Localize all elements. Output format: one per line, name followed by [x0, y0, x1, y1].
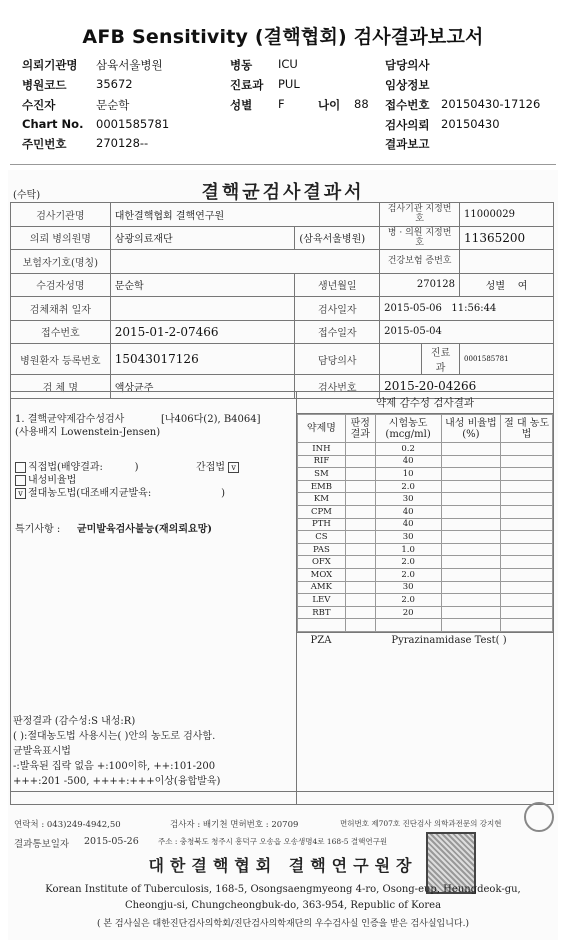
- drug-row: [298, 443, 553, 456]
- absolute-method: v 절대농도법(대조배지균발육: ): [15, 484, 225, 499]
- label-patient: 수진자: [22, 98, 56, 112]
- label-sex: 성별: [230, 98, 253, 112]
- label-hospital-code: 병원코드: [22, 78, 67, 92]
- age-value: 88: [354, 97, 369, 111]
- remark-text: 균미발육검사불능(재의뢰요망): [77, 524, 213, 535]
- form-cell: 접수일자: [295, 320, 380, 344]
- drug-name: PTH: [298, 518, 346, 531]
- institute-name-ko: 대한결핵협회 결핵연구원장: [148, 856, 418, 875]
- form-cell: 2015-05-04: [380, 320, 554, 344]
- form-cell: 검체채취 일자: [11, 297, 111, 321]
- drug-judgement: [345, 619, 375, 632]
- legend-line: 균발육표시법: [13, 746, 71, 757]
- form-cell: [460, 250, 554, 274]
- drug-concentration: [375, 619, 441, 632]
- label-age: 나이: [318, 98, 341, 112]
- ward-value: ICU: [278, 57, 298, 71]
- form-cell: [110, 250, 379, 274]
- drug-name: KM: [298, 493, 346, 506]
- drug-proportion: [441, 594, 501, 607]
- drug-row: [298, 543, 553, 556]
- form-cell: 담당의사: [295, 344, 380, 375]
- form-cell: 진료과: [422, 344, 460, 375]
- drug-name: SM: [298, 468, 346, 481]
- footer-phone: 연락처 : 043)249-4942,50: [14, 820, 121, 830]
- test-code: [나406다(2), B4064]: [161, 414, 261, 425]
- form-cell: 0001585781: [460, 344, 554, 375]
- form-cell: 15043017126: [110, 344, 295, 375]
- footer-license: 면허번호 제707호 진단검사 의학과전문의 강지현: [340, 819, 502, 828]
- form-cell: (삼육서울병원): [295, 226, 380, 250]
- drug-name: RBT: [298, 606, 346, 619]
- drug-concentration: 2.0: [375, 556, 441, 569]
- legend-line: ( ):절대농도법 사용시는( )안의 농도로 검사함.: [13, 731, 216, 742]
- label-clinical-info: 임상정보: [385, 78, 430, 92]
- drug-absolute: [501, 556, 553, 569]
- legend-line: -:발육된 집락 없음 +:100이하, ++:101-200: [13, 761, 216, 772]
- certification-note: ( 본 검사실은 대한진단검사의학회/진단검사의학재단의 우수검사실 인증을 받은 검사실입니다.): [96, 919, 469, 929]
- drug-concentration: 2.0: [375, 480, 441, 493]
- drug-judgement: [345, 581, 375, 594]
- suta-label: (수탁): [13, 190, 41, 201]
- form-cell: 건강보험 증번호: [380, 250, 460, 274]
- drug-proportion: [441, 455, 501, 468]
- direct-label: 직접법(배양결과:: [28, 462, 103, 473]
- drug-judgement: [345, 531, 375, 544]
- drug-row: [298, 531, 553, 544]
- indirect-method: [196, 458, 241, 473]
- drug-row: [298, 581, 553, 594]
- drug-name: PAS: [298, 543, 346, 556]
- drug-proportion: [441, 531, 501, 544]
- indirect-checkbox[interactable]: v: [228, 462, 239, 473]
- doc-title: 결핵균검사결과서: [201, 182, 365, 203]
- drug-row: [298, 480, 553, 493]
- drug-judgement: [345, 518, 375, 531]
- drug-absolute: [501, 568, 553, 581]
- pza-row: [297, 632, 553, 648]
- exam-date: 2015-05-06: [384, 302, 442, 314]
- drug-absolute: [501, 594, 553, 607]
- label-doctor: 담당의사: [385, 58, 430, 72]
- drug-judgement: [345, 455, 375, 468]
- legend-line: +++:201 -500, ++++:+++이상(융합발육): [13, 776, 221, 787]
- drug-absolute: [501, 493, 553, 506]
- drug-concentration: 2.0: [375, 594, 441, 607]
- label-department: 진료과: [230, 78, 264, 92]
- form-cell: 검사번호: [295, 375, 380, 399]
- drug-concentration: 30: [375, 531, 441, 544]
- drug-name: OFX: [298, 556, 346, 569]
- absolute-label: 절대농도법(대조배지균발육:: [28, 488, 152, 499]
- drug-proportion: [441, 619, 501, 632]
- drug-proportion: [441, 556, 501, 569]
- drug-absolute: [501, 443, 553, 456]
- drug-absolute: [501, 543, 553, 556]
- form-cell: 병원환자 등록번호: [11, 344, 111, 375]
- drug-proportion: [441, 543, 501, 556]
- form-cell: [380, 297, 554, 321]
- drug-proportion: [441, 568, 501, 581]
- round-seal: [524, 802, 554, 832]
- drug-row: [298, 518, 553, 531]
- label-chart-no: Chart No.: [22, 117, 84, 131]
- form-cell: 액상균주: [110, 375, 295, 399]
- drug-absolute: [501, 480, 553, 493]
- drug-name: INH: [298, 443, 346, 456]
- result-header: 약제명: [298, 415, 346, 443]
- drug-absolute: [501, 606, 553, 619]
- request-date-value: 20150430: [441, 117, 500, 131]
- drug-proportion: [441, 468, 501, 481]
- footer-address: 주소 : 충청북도 청주시 흥덕구 오송읍 오송생명4로 168-5 결핵연구원: [158, 837, 388, 846]
- accession-no-value: 20150430-17126: [441, 97, 541, 111]
- judgement-legend: [10, 710, 554, 792]
- header-divider: [10, 164, 556, 165]
- result-title: 약제 감수성 검사결과: [297, 392, 553, 414]
- remark-label: 특기사항 :: [15, 524, 61, 535]
- form-cell: 삼광의료재단: [110, 226, 295, 250]
- drug-proportion: [441, 606, 501, 619]
- drug-concentration: 2.0: [375, 568, 441, 581]
- drug-name: [298, 619, 346, 632]
- institute-address-en-1: Korean Institute of Tuberculosis, 168-5, Osongsaengmyeong 4-ro, Osong-eup, Heungdeok-gu,: [45, 884, 521, 895]
- inner-label: 내성비율법: [28, 475, 77, 486]
- drug-judgement: [345, 556, 375, 569]
- form-cell: 대한결핵협회 결핵연구원: [110, 203, 379, 227]
- drug-row: [298, 594, 553, 607]
- drug-concentration: 1.0: [375, 543, 441, 556]
- patient-value: 문순학: [96, 98, 130, 112]
- drug-judgement: [345, 594, 375, 607]
- drug-row: [298, 568, 553, 581]
- drug-judgement: [345, 543, 375, 556]
- form-cell: 검사일자: [295, 297, 380, 321]
- drug-absolute: [501, 531, 553, 544]
- absolute-checkbox[interactable]: v: [15, 488, 26, 499]
- form-cell: 2015-20-04266: [380, 375, 554, 399]
- drug-judgement: [345, 568, 375, 581]
- drug-proportion: [441, 443, 501, 456]
- drug-judgement: [345, 606, 375, 619]
- result-table: [297, 414, 553, 632]
- drug-judgement: [345, 443, 375, 456]
- drug-row: [298, 619, 553, 632]
- drug-concentration: 40: [375, 505, 441, 518]
- patient-form: [10, 202, 554, 399]
- drug-absolute: [501, 619, 553, 632]
- pza-text: Pyrazinamidase Test( ): [391, 634, 507, 646]
- hospital-value: 삼육서울병원: [96, 58, 163, 72]
- form-cell: 검사기관 지정번호: [380, 203, 460, 227]
- drug-absolute: [501, 455, 553, 468]
- exam-time: 11:56:44: [451, 302, 497, 314]
- drug-name: MOX: [298, 568, 346, 581]
- footer-date-label: 결과통보일자: [14, 839, 70, 850]
- sex-value: F: [278, 97, 285, 111]
- drug-name: AMK: [298, 581, 346, 594]
- drug-proportion: [441, 518, 501, 531]
- drug-row: [298, 493, 553, 506]
- sex-value: 여: [517, 281, 528, 293]
- drug-name: RIF: [298, 455, 346, 468]
- medium-note: (사용배지 Lowenstein-Jensen): [15, 427, 161, 438]
- form-cell: 11000029: [460, 203, 554, 227]
- drug-row: [298, 505, 553, 518]
- scanned-report: [8, 170, 558, 940]
- form-cell: [380, 344, 422, 375]
- direct-method: 직접법(배양결과: ): [15, 458, 139, 473]
- drug-proportion: [441, 581, 501, 594]
- result-header: 시험농도 (mcg/ml): [375, 415, 441, 443]
- form-cell: 검사기관명: [11, 203, 111, 227]
- form-cell: 의뢰 병의원명: [11, 226, 111, 250]
- drug-row: [298, 606, 553, 619]
- drug-proportion: [441, 493, 501, 506]
- form-cell: [460, 273, 554, 297]
- form-cell: 보험자기호(명칭): [11, 250, 111, 274]
- form-cell: 생년월일: [295, 273, 380, 297]
- report-title: AFB Sensitivity (결핵협회) 검사결과보고서: [82, 26, 484, 48]
- hospital-code-value: 35672: [96, 77, 133, 91]
- chart-no-value: 0001585781: [96, 117, 170, 131]
- drug-row: [298, 468, 553, 481]
- drug-concentration: 40: [375, 518, 441, 531]
- drug-concentration: 30: [375, 493, 441, 506]
- form-cell: 270128: [380, 273, 460, 297]
- form-cell: 수검자성명: [11, 273, 111, 297]
- form-cell: 접수번호: [11, 320, 111, 344]
- drug-concentration: 0.2: [375, 443, 441, 456]
- sex-label: 성별: [485, 281, 505, 293]
- drug-absolute: [501, 518, 553, 531]
- drug-proportion: [441, 480, 501, 493]
- footer-staff: 검사자 : 배기천 면허번호 : 20709: [170, 820, 299, 830]
- drug-concentration: 30: [375, 581, 441, 594]
- drug-judgement: [345, 468, 375, 481]
- label-request-date: 검사의뢰: [385, 118, 430, 132]
- drug-absolute: [501, 468, 553, 481]
- form-cell: 2015-01-2-07466: [110, 320, 295, 344]
- result-header: 판정 결과: [345, 415, 375, 443]
- result-header: 내성 비율법(%): [441, 415, 501, 443]
- drug-absolute: [501, 581, 553, 594]
- drug-concentration: 10: [375, 468, 441, 481]
- department-value: PUL: [278, 77, 300, 91]
- drug-judgement: [345, 505, 375, 518]
- form-cell: 문순학: [110, 273, 295, 297]
- drug-absolute: [501, 505, 553, 518]
- drug-proportion: [441, 505, 501, 518]
- drug-concentration: 40: [375, 455, 441, 468]
- label-ward: 병동: [230, 58, 253, 72]
- form-cell: 병 · 의원 지정번호: [380, 226, 460, 250]
- drug-judgement: [345, 493, 375, 506]
- drug-row: [298, 556, 553, 569]
- drug-concentration: 20: [375, 606, 441, 619]
- drug-name: CS: [298, 531, 346, 544]
- footer-date: 2015-05-26: [84, 836, 139, 847]
- label-report-date: 결과보고: [385, 137, 430, 151]
- institute-address-en-2: Cheongju-si, Chungcheongbuk-do, 363-954, Republic of Korea: [124, 900, 442, 911]
- form-cell: 검 체 명: [11, 375, 111, 399]
- drug-name: CPM: [298, 505, 346, 518]
- label-resident-no: 주민번호: [22, 137, 67, 151]
- drug-name: LEV: [298, 594, 346, 607]
- label-hospital: 의뢰기관명: [22, 58, 78, 72]
- indirect-label: 간접법: [196, 462, 225, 473]
- result-header: 절 대 농도법: [501, 415, 553, 443]
- form-cell: 11365200: [460, 226, 554, 250]
- label-accession-no: 접수번호: [385, 98, 430, 112]
- test-name: 1. 결핵균약제감수성검사: [15, 414, 125, 425]
- legend-line: 판정결과 (감수성:S 내성:R): [13, 716, 136, 727]
- drug-name: EMB: [298, 480, 346, 493]
- drug-row: [298, 455, 553, 468]
- drug-judgement: [345, 480, 375, 493]
- resident-no-value: 270128--: [96, 136, 149, 150]
- pza-label: PZA: [310, 634, 332, 646]
- form-cell: [110, 297, 295, 321]
